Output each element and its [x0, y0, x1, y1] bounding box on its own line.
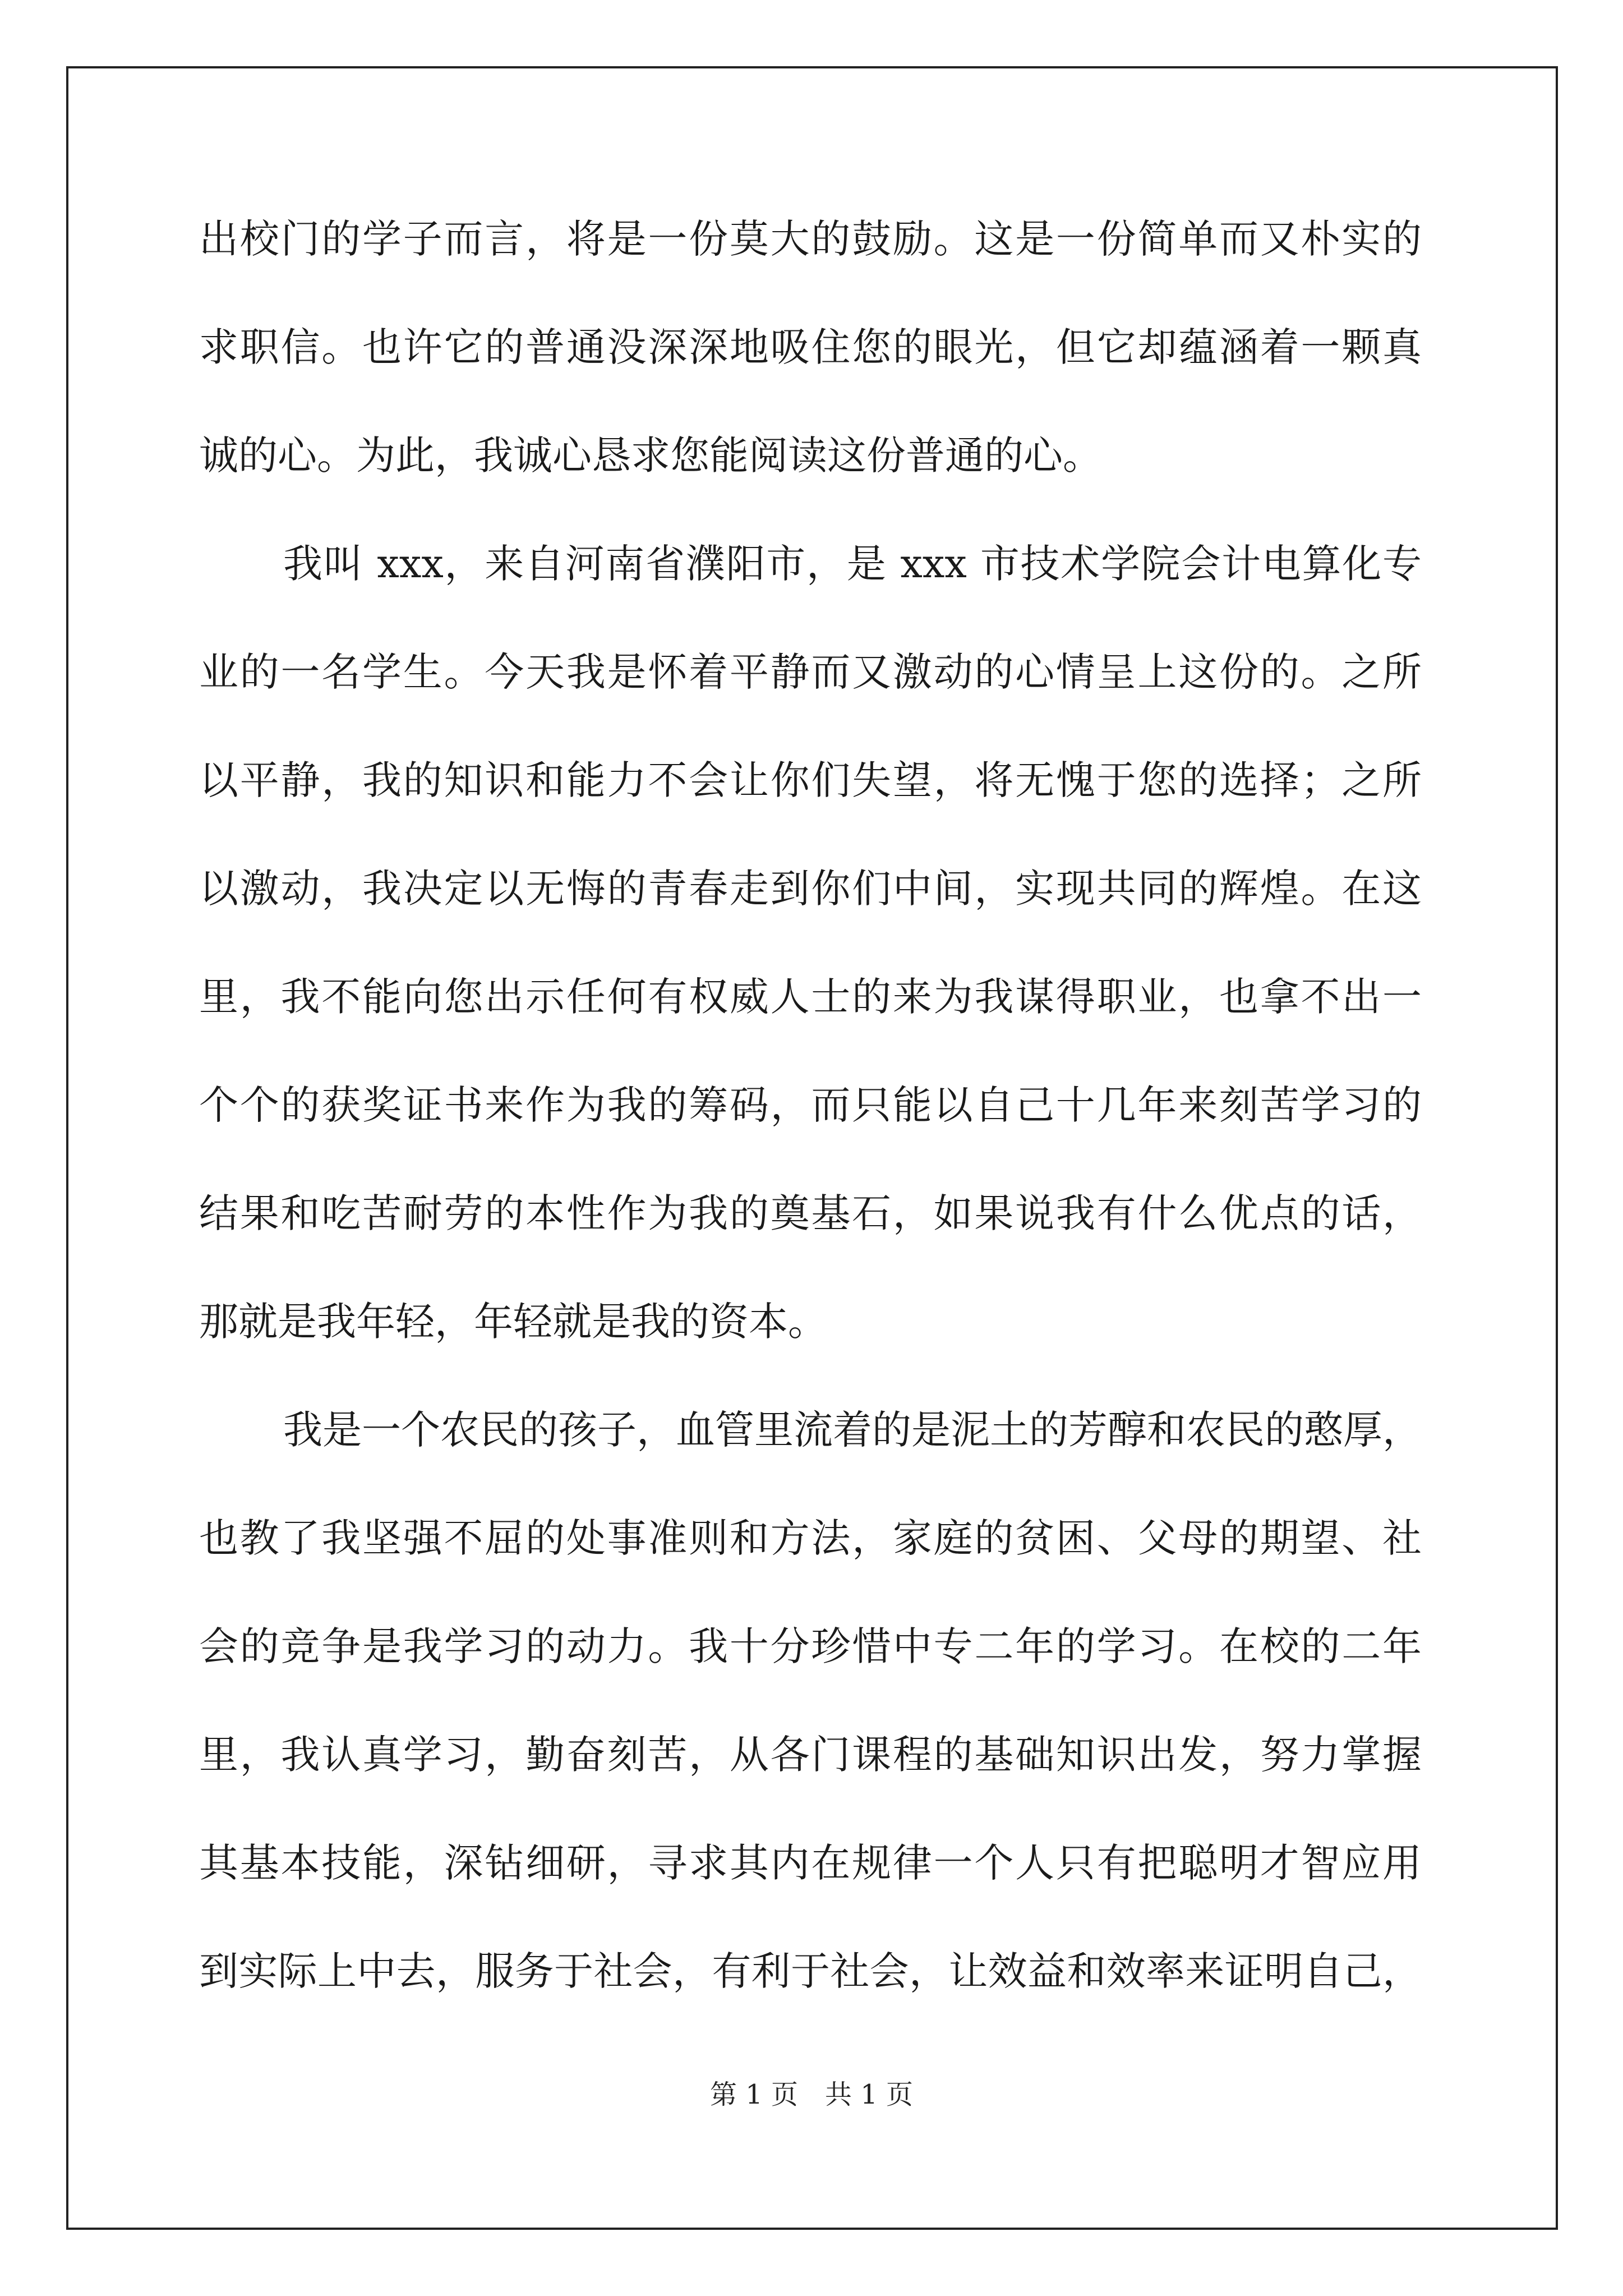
text-line-10: 结果和吃苦耐劳的本性作为我的奠基石，如果说我有什么优点的话， — [199, 1190, 1422, 1236]
text-line-13: 也教了我坚强不屈的处事准则和方法，家庭的贫困、父母的期望、社 — [199, 1515, 1422, 1561]
text-line-17: 到实际上中去，服务于社会，有利于社会，让效益和效率来证明自己， — [199, 1948, 1422, 1994]
text-line-15: 里，我认真学习，勤奋刻苦，从各门课程的基础知识出发，努力掌握 — [199, 1732, 1422, 1778]
text-line-11: 那就是我年轻，年轻就是我的资本。 — [199, 1299, 827, 1345]
text-line-16: 其基本技能，深钻细研，寻求其内在规律一个人只有把聪明才智应用 — [199, 1840, 1422, 1886]
text-line-7: 以激动，我决定以无悔的青春走到你们中间，实现共同的辉煌。在这 — [199, 866, 1422, 912]
text-line-4: 我叫 xxx，来自河南省濮阳市，是 xxx 市技术学院会计电算化专 — [283, 541, 1422, 587]
text-line-9: 个个的获奖证书来作为我的筹码，而只能以自己十几年来刻苦学习的 — [199, 1082, 1422, 1128]
page-number: 第 1 页 共 1 页 — [709, 2079, 914, 2110]
text-line-12: 我是一个农民的孩子，血管里流着的是泥土的芳醇和农民的憨厚， — [283, 1407, 1422, 1453]
text-line-2: 求职信。也许它的普通没深深地吸住您的眼光，但它却蕴涵着一颗真 — [199, 324, 1422, 370]
text-line-14: 会的竞争是我学习的动力。我十分珍惜中专二年的学习。在校的二年 — [199, 1623, 1422, 1669]
text-line-5: 业的一名学生。今天我是怀着平静而又激动的心情呈上这份的。之所 — [199, 649, 1422, 695]
text-line-1: 出校门的学子而言，将是一份莫大的鼓励。这是一份简单而又朴实的 — [199, 216, 1422, 262]
text-line-8: 里，我不能向您出示任何有权威人士的来为我谋得职业，也拿不出一 — [199, 974, 1422, 1020]
document-body — [199, 216, 1422, 2059]
text-line-6: 以平静，我的知识和能力不会让你们失望，将无愧于您的选择；之所 — [199, 757, 1422, 803]
text-line-3: 诚的心。为此，我诚心恳求您能阅读这份普通的心。 — [199, 432, 1102, 478]
